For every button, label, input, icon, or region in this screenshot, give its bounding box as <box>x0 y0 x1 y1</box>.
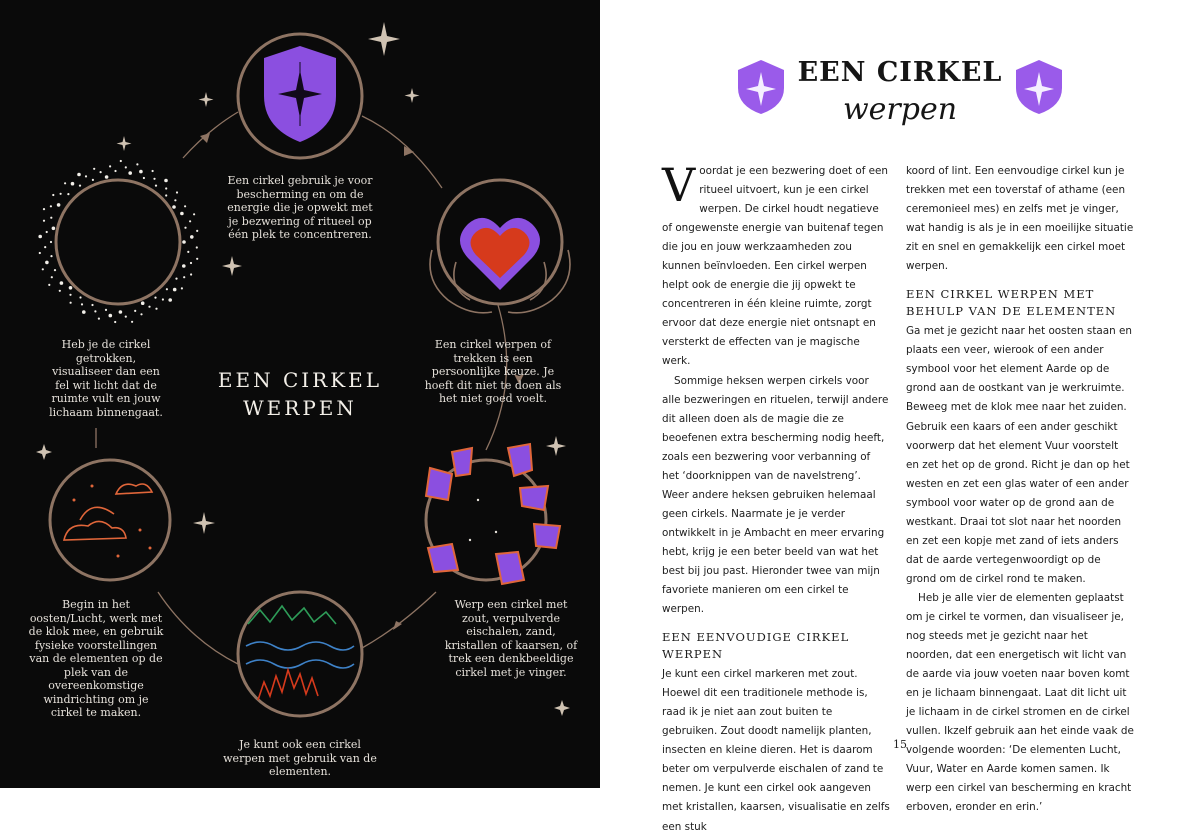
light-dot <box>105 309 107 311</box>
light-dot <box>165 194 167 196</box>
crystal-icon <box>426 468 452 500</box>
light-dot <box>184 227 186 229</box>
light-dot <box>154 297 156 299</box>
earth-mountains-icon <box>248 606 336 624</box>
sparkle-icon <box>554 700 570 716</box>
light-dot <box>181 287 183 289</box>
light-dot <box>46 231 48 233</box>
water-waves-icon <box>246 642 354 650</box>
crystal-icon <box>520 486 548 510</box>
light-dot <box>50 255 52 257</box>
light-dot <box>94 310 96 312</box>
tiny-stars <box>469 499 497 541</box>
left-page-illustration <box>0 0 600 788</box>
title-line1: EEN CIRKEL <box>797 57 1003 88</box>
light-dot <box>85 175 87 177</box>
title-block <box>600 52 1200 142</box>
paragraph: Heb je alle vier de elementen geplaatst om je cirkel te vormen, dan visualiseer je, nog steeds met je gezicht naar het noorden, dat een energetisch wit licht van de aarde via jouw voeten naar boven komt en je lichaam binnengaat. Laat dit licht uit je lichaam in de cirkel stromen en de cirkel vullen. Ikzelf gebruik aan het einde vaak de volgende woorden: ‘De elementen Lucht, Vuur, Water en Aarde komen samen. Ik werp een cirkel van bescherming en kracht erboven, eronder en erin.’ <box>906 591 1134 814</box>
light-dot <box>44 246 46 248</box>
light-dot <box>196 258 198 260</box>
right-shield-badge-icon <box>1014 58 1064 116</box>
light-dot <box>81 303 83 305</box>
cloud-icon <box>116 484 152 494</box>
arc-light-to-shield <box>183 112 238 158</box>
light-dot <box>114 321 116 323</box>
arc-elements-to-air <box>158 592 238 664</box>
paragraph: Sommige heksen werpen cirkels voor alle bezweringen en rituelen, terwijl andere dit alleen doen als de magie die ze beoefenen extra bescherming nodig heeft, zoals een bezwering voor verbanning of het ‘doorknippen van de navelstreng’. Weer andere heksen gebruiken helemaal geen cirkels. Naarmate je je verder ontwikkelt in je Ambacht en meer ervaring hebt, krijg je een beter beeld van wat het best bij jou past. Hieronder twee van mijn favoriete manieren om een cirkel te werpen. <box>662 374 889 616</box>
paragraph: koord of lint. Een eenvoudige cirkel kun je trekken met een toverstaf of athame (een ceremonieel mes) en zelfs met je vinger, wat handig is als je in een moeilijke situatie zit en snel en gemakkelijk een cirkel moet werpen. <box>906 165 1134 273</box>
light-dot <box>183 276 185 278</box>
light-dot <box>67 193 69 195</box>
light-medallion <box>38 160 198 323</box>
light-dot <box>165 187 167 189</box>
light-dot <box>79 185 81 187</box>
light-dot <box>175 278 177 280</box>
light-dot <box>43 220 45 222</box>
crystal-icon <box>452 448 472 476</box>
sparkle-icon <box>368 22 400 56</box>
light-dot <box>172 205 176 209</box>
light-dot <box>119 310 123 314</box>
caption-heart: Een cirkel werpen of trekken is een persoonlijke keuze. Je hoeft dit niet te doen als het niet goed voelt. <box>424 338 562 405</box>
section-heading: EEN CIRKEL WERPEN MET BEHULP VAN DE ELEMENTEN <box>906 287 1117 319</box>
title-line2: werpen <box>842 92 958 127</box>
air-dots <box>73 485 152 558</box>
light-dot <box>109 314 113 318</box>
right-page-text <box>600 0 1200 833</box>
light-dot <box>39 252 41 254</box>
light-dot <box>155 185 157 187</box>
light-dot <box>173 288 177 292</box>
light-dot <box>50 205 52 207</box>
page-number: 15 <box>893 738 907 751</box>
light-dot <box>69 294 71 296</box>
crystals-medallion <box>426 444 560 584</box>
light-dot <box>82 310 86 314</box>
light-dot <box>166 288 168 290</box>
light-dot <box>193 213 195 215</box>
heart-medallion <box>430 180 570 313</box>
center-title: EEN CIRKEL WERPEN <box>217 368 383 420</box>
light-dot <box>184 205 186 207</box>
sparkle-icon <box>36 444 52 460</box>
light-dot <box>168 298 172 302</box>
water-waves-icon <box>246 660 354 668</box>
light-dot <box>59 290 61 292</box>
light-dot <box>91 304 93 306</box>
light-dot <box>162 298 164 300</box>
light-dot <box>187 251 189 253</box>
crystal-icon <box>496 552 524 584</box>
light-dot <box>105 175 109 179</box>
ring <box>238 592 362 716</box>
elements-medallion <box>238 592 362 716</box>
light-dot <box>196 230 198 232</box>
intro-paragraph <box>662 158 890 372</box>
light-dot <box>98 318 100 320</box>
light-dot <box>176 191 178 193</box>
light-dot <box>114 170 116 172</box>
caption-air: Begin in het oosten/Lucht, werk met de klok mee, en gebruik fysieke voorstellingen van de elementen op de plek van de overeenkomstige windrichting om je cirkel te maken. <box>28 598 164 719</box>
sparkle-icon <box>117 136 132 151</box>
crystals-icon <box>426 444 560 584</box>
caption-crystals: Werp een cirkel met zout, verpulverde eischalen, zand, kristallen of kaarsen, of trek een denkbeeldige cirkel met je vinger. <box>444 598 578 679</box>
intro-text: oordat je een bezwering doet of een ritueel uitvoert, kun je een cirkel werpen. De cirkel houdt negatieve of ongewenste energie van buitenaf tegen die jou en jouw werkzaamheden zou kunnen beïnvloeden. Een cirkel werpen helpt ook de energie die jij opwekt te concentreren in één kleine ruimte, zorgt ervoor dat deze energie niet ontsnapt en versterkt de effecten van je magische werk. <box>662 165 889 368</box>
drop-cap: V <box>662 158 696 212</box>
light-dot <box>64 182 66 184</box>
crystal-icon <box>534 524 560 548</box>
light-dot <box>174 199 176 201</box>
light-dot <box>60 193 62 195</box>
light-dot <box>155 308 157 310</box>
white-light-dots <box>38 160 198 323</box>
light-dot <box>182 264 186 268</box>
light-dot <box>131 321 133 323</box>
light-dot <box>51 276 53 278</box>
section-heading: EEN EENVOUDIGE CIRKEL WERPEN <box>662 630 850 662</box>
light-dot <box>120 160 122 162</box>
light-dot <box>43 208 45 210</box>
sparkle-icon <box>199 92 214 107</box>
air-medallion <box>50 460 170 580</box>
light-dot <box>152 170 154 172</box>
caption-shield: Een cirkel gebruik je voor bescherming en om de energie die je opwekt met je bezwering of ritueel op één plek te concentreren. <box>227 174 373 241</box>
light-dot <box>38 235 42 239</box>
light-dot <box>125 166 127 168</box>
light-dot <box>125 316 127 318</box>
light-dot <box>48 284 50 286</box>
sparkle-icon <box>405 88 420 103</box>
light-dot <box>71 182 75 186</box>
light-dot <box>50 241 52 243</box>
light-dot <box>70 302 72 304</box>
light-dot <box>139 170 143 174</box>
light-dot <box>45 261 49 265</box>
sparkle-icon <box>222 256 242 276</box>
light-dot <box>57 203 61 207</box>
light-dot <box>136 163 138 165</box>
crystal-icon <box>508 444 532 476</box>
paragraph: Ga met je gezicht naar het oosten staan en plaats een veer, wierook of een ander symbool voor het element Aarde op de grond aan de oostkant van je werkruimte. Beweeg met de klok mee naar het zuiden. Gebruik een kaars of een ander geschikt voorwerp dat het element Vuur voorstelt en zet het op de grond. Richt je dan op het westen en zet een glas water of een ander symbool voor water op de grond aan de westkant. Draai tot slot naar het noorden en zet een kopje met zand of iets anders dat de aarde vertegenwoordigt op de grond om de cirkel rond te maken. <box>906 325 1133 585</box>
light-dot <box>190 262 192 264</box>
light-dot <box>77 173 81 177</box>
light-dot <box>42 268 44 270</box>
light-dot <box>54 269 56 271</box>
light-dot <box>100 171 102 173</box>
crystal-icon <box>428 544 458 572</box>
light-dot <box>50 217 52 219</box>
light-dot <box>180 212 184 216</box>
light-dot <box>93 168 95 170</box>
sun-icon <box>80 507 114 520</box>
light-dot <box>164 179 168 183</box>
arrow-head-icon <box>200 133 210 143</box>
arrow-head-icon <box>404 146 414 156</box>
light-dot <box>128 171 132 175</box>
light-dot <box>134 310 136 312</box>
light-dot <box>109 165 111 167</box>
paragraph: Je kunt een cirkel markeren met zout. Hoewel dit een traditionele methode is, raad ik je niet aan zout buiten te gebruiken. Zout doodt namelijk planten, insecten en kleine dieren. Het is daarom beter om verpulverde eischalen of zand te nemen. Je kunt een cirkel ook aangeven met kristallen, kaarsen, visualisatie en zelfs een stuk <box>662 668 890 833</box>
light-dot <box>189 220 191 222</box>
light-dot <box>79 296 81 298</box>
text-column-1 <box>662 158 890 837</box>
light-dot <box>182 240 186 244</box>
caption-elements: Je kunt ook een cirkel werpen met gebruik van de elementen. <box>223 738 377 778</box>
light-dot <box>92 179 94 181</box>
shield-medallion <box>238 34 362 158</box>
light-dot <box>140 313 142 315</box>
ring <box>56 180 180 304</box>
light-dot <box>153 178 155 180</box>
light-dot <box>52 194 54 196</box>
cloud-icon <box>64 521 126 540</box>
sparkle-icon <box>193 512 215 534</box>
light-dot <box>148 306 150 308</box>
light-dot <box>69 286 73 290</box>
text-column-2 <box>906 162 1134 818</box>
light-dot <box>196 246 198 248</box>
light-dot <box>190 273 192 275</box>
light-dot <box>143 177 145 179</box>
fire-flames-icon <box>258 670 318 700</box>
arc-crystals-to-elements <box>362 592 436 648</box>
sparkle-icon <box>546 436 566 456</box>
light-dot <box>52 227 56 231</box>
light-dot <box>141 301 145 305</box>
light-dot <box>60 281 64 285</box>
light-dot <box>190 235 194 239</box>
ring <box>50 460 170 580</box>
arc-shield-to-heart <box>362 116 442 188</box>
caption-light: Heb je de cirkel getrokken, visualiseer dan een fel wit licht dat de ruimte vult en jouw lichaam binnengaat. <box>49 338 163 419</box>
